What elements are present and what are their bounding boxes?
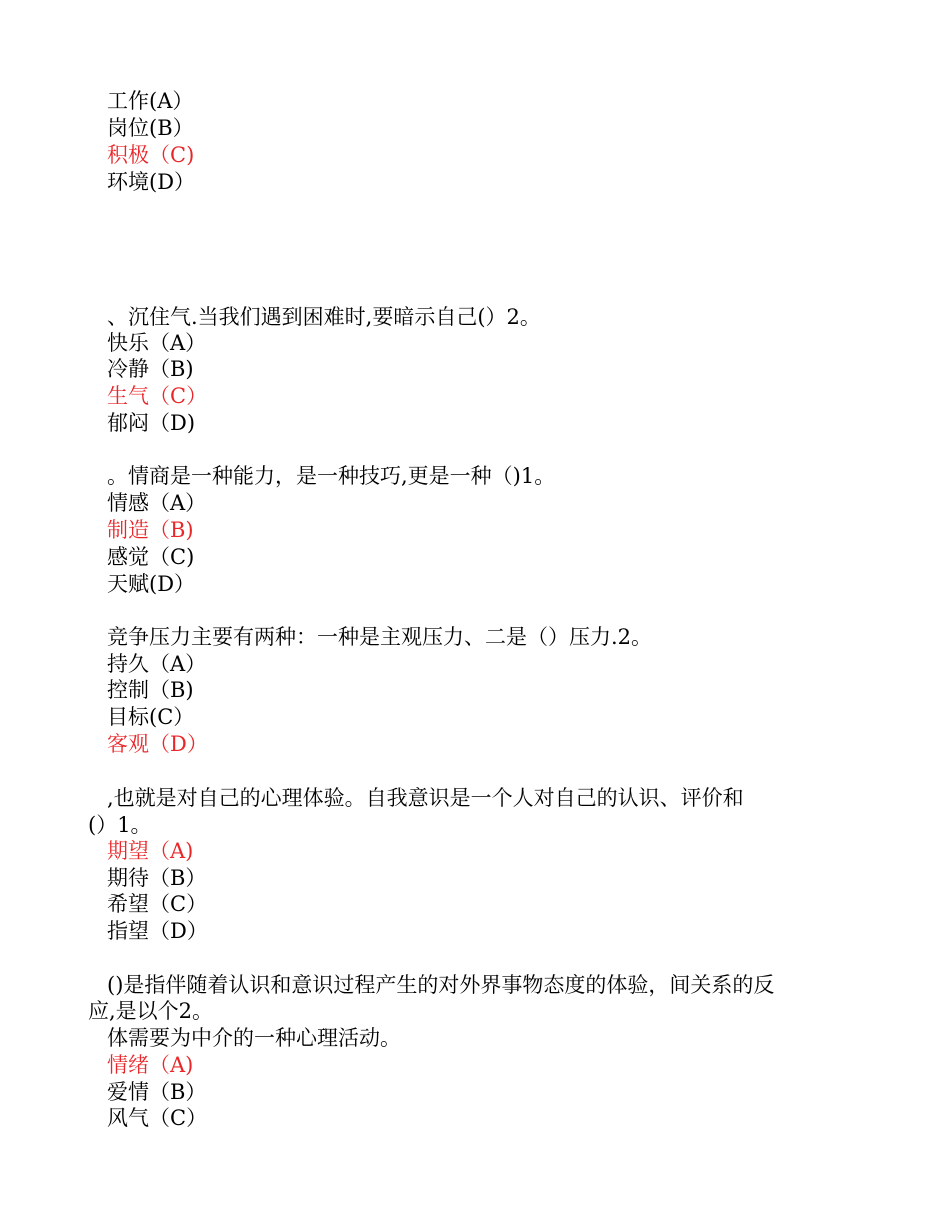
option-line: 希望（C）: [107, 892, 208, 916]
question-stem-continuation: 体需要为中介的一种心理活动。: [107, 1026, 401, 1050]
option-line: 工作(A）: [107, 89, 194, 113]
option-line: 期待（B）: [107, 866, 207, 890]
question-stem: ()是指伴随着认识和意识过程产生的对外界事物态度的体验，间关系的反: [107, 973, 775, 997]
option-line: 环境(D）: [107, 170, 196, 194]
option-line: 郁闷（D): [107, 411, 196, 435]
option-line: 快乐（A）: [107, 331, 207, 355]
question-stem: 、沉住气.当我们遇到困难时,要暗示自己(）2。: [107, 305, 541, 329]
question-stem-continuation: (）1。: [88, 813, 152, 837]
question-stem: 。情商是一种能力，是一种技巧,更是一种（)1。: [107, 464, 556, 488]
option-line: 风气（C）: [107, 1106, 208, 1130]
question-stem: 竞争压力主要有两种：一种是主观压力、二是（）压力.2。: [107, 625, 653, 649]
answer-option-line: 制造（B): [107, 518, 194, 542]
option-line: 冷静（B): [107, 357, 194, 381]
option-line: 爱情（B）: [107, 1080, 207, 1104]
option-line: 情感（A）: [107, 491, 207, 515]
answer-option-line: 生气（C）: [107, 384, 208, 408]
option-line: 目标(C）: [107, 705, 195, 729]
question-stem: ,也就是对自己的心理体验。自我意识是一个人对自己的认识、评价和: [107, 786, 744, 810]
option-line: 持久（A）: [107, 652, 207, 676]
answer-option-line: 情绪（A): [107, 1053, 194, 1077]
option-line: 天赋(D）: [107, 572, 196, 596]
option-line: 岗位(B）: [107, 116, 194, 140]
answer-option-line: 客观（D）: [107, 732, 208, 756]
answer-option-line: 期望（A): [107, 839, 194, 863]
option-line: 感觉（C): [107, 545, 195, 569]
option-line: 控制（B): [107, 678, 194, 702]
question-stem-continuation: 应,是以个2。: [88, 999, 214, 1023]
option-line: 指望（D）: [107, 919, 208, 943]
answer-option-line: 积极（C): [107, 143, 195, 167]
